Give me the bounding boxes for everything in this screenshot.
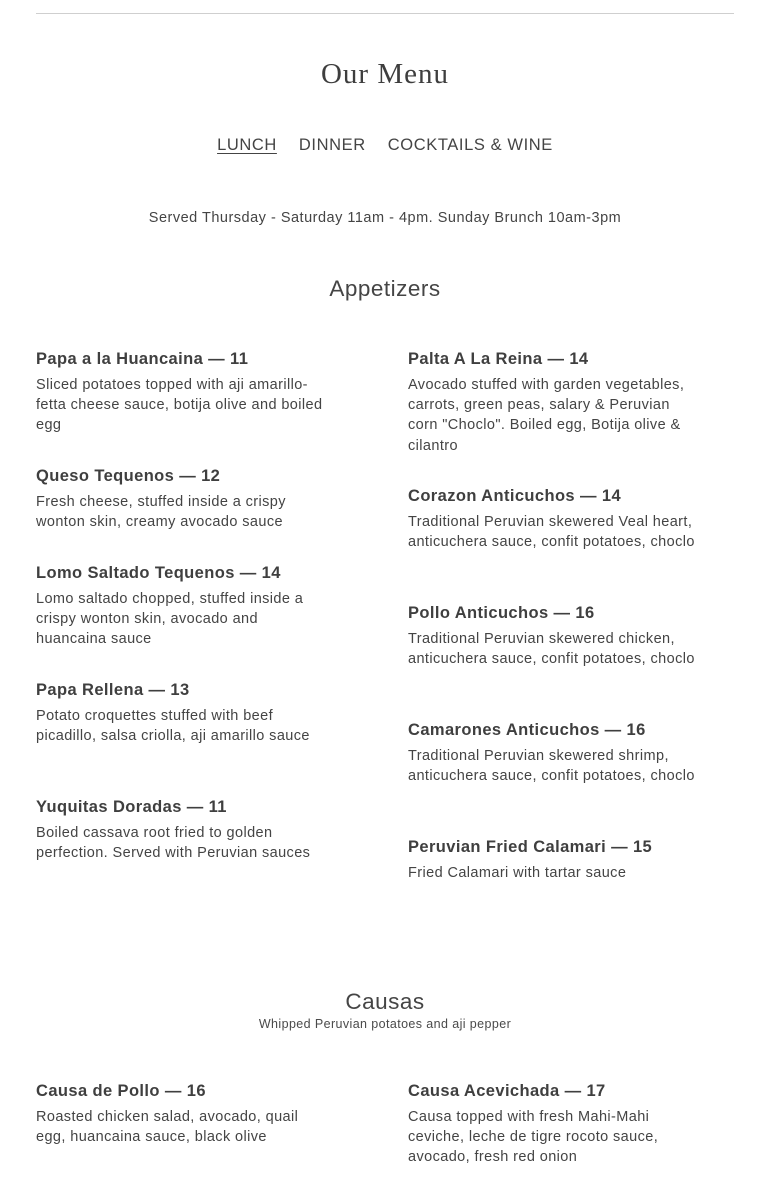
menu-item-title: Papa Rellena — 13 bbox=[36, 681, 190, 699]
menu-item-title: Camarones Anticuchos — 16 bbox=[408, 721, 646, 739]
menu-item-title: Pollo Anticuchos — 16 bbox=[408, 604, 595, 622]
tab-cocktails-wine[interactable]: COCKTAILS & WINE bbox=[387, 136, 553, 154]
menu-item bbox=[408, 837, 698, 883]
section-title-causas: Causas bbox=[345, 989, 425, 1014]
menu-item bbox=[408, 603, 698, 669]
menu-item-description: Traditional Peruvian skewered Veal heart, anticuchera sauce, confit potatoes, choclo bbox=[408, 514, 695, 551]
menu-item bbox=[408, 486, 698, 552]
section-title-appetizers: Appetizers bbox=[329, 276, 441, 301]
menu-item-title: Yuquitas Doradas — 11 bbox=[36, 798, 227, 816]
section-subtitle-causas: Whipped Peruvian potatoes and aji pepper bbox=[258, 1017, 512, 1031]
menu-item bbox=[36, 349, 326, 436]
menu-item-description: Causa topped with fresh Mahi-Mahi ceviche, leche de tigre rocoto sauce, avocado, fresh red onion bbox=[408, 1109, 659, 1166]
menu-item-description: Lomo saltado chopped, stuffed inside a crispy wonton skin, avocado and huancaina sauce bbox=[36, 591, 304, 648]
menu-item-title: Causa de Pollo — 16 bbox=[36, 1082, 206, 1100]
menu-item bbox=[36, 680, 326, 746]
menu-item-title: Causa Acevichada — 17 bbox=[408, 1082, 606, 1100]
menu-item bbox=[36, 563, 326, 650]
menu-item-description: Roasted chicken salad, avocado, quail egg, huancaina sauce, black olive bbox=[36, 1109, 299, 1146]
service-hours: Served Thursday - Saturday 11am - 4pm. Sunday Brunch 10am-3pm bbox=[148, 210, 622, 226]
tab-lunch[interactable]: LUNCH bbox=[217, 136, 277, 154]
menu-item-title: Lomo Saltado Tequenos — 14 bbox=[36, 564, 281, 582]
menu-item-description: Potato croquettes stuffed with beef picadillo, salsa criolla, aji amarillo sauce bbox=[36, 708, 310, 745]
menu-item-description: Fresh cheese, stuffed inside a crispy wonton skin, creamy avocado sauce bbox=[36, 494, 286, 531]
tab-dinner[interactable]: DINNER bbox=[298, 136, 366, 154]
menu-item-title: Palta A La Reina — 14 bbox=[408, 350, 589, 368]
menu-item-title: Peruvian Fried Calamari — 15 bbox=[408, 838, 653, 856]
menu-item-title: Queso Tequenos — 12 bbox=[36, 467, 221, 485]
menu-item-description: Fried Calamari with tartar sauce bbox=[408, 865, 627, 881]
menu-item-description: Sliced potatoes topped with aji amarillo-fetta cheese sauce, botija olive and boiled egg bbox=[36, 377, 323, 434]
menu-item-title: Corazon Anticuchos — 14 bbox=[408, 487, 622, 505]
menu-item bbox=[36, 466, 326, 532]
menu-item bbox=[36, 1081, 326, 1147]
top-divider bbox=[36, 13, 734, 14]
menu-item-title: Papa a la Huancaina — 11 bbox=[36, 350, 249, 368]
menu-item-description: Boiled cassava root fried to golden perfection. Served with Peruvian sauces bbox=[36, 825, 311, 862]
menu-item bbox=[408, 1081, 698, 1168]
menu-tabs bbox=[0, 136, 770, 155]
menu-item bbox=[408, 720, 698, 786]
menu-item-description: Traditional Peruvian skewered shrimp, anticuchera sauce, confit potatoes, choclo bbox=[408, 748, 695, 785]
menu-item-description: Avocado stuffed with garden vegetables, carrots, green peas, salary & Peruvian corn "Choclo". Boiled egg, Botija olive & cilantro bbox=[408, 377, 685, 454]
menu-item bbox=[408, 349, 698, 456]
page-title: Our Menu bbox=[320, 58, 449, 90]
menu-item-description: Traditional Peruvian skewered chicken, anticuchera sauce, confit potatoes, choclo bbox=[408, 631, 695, 668]
menu-item bbox=[36, 797, 326, 863]
